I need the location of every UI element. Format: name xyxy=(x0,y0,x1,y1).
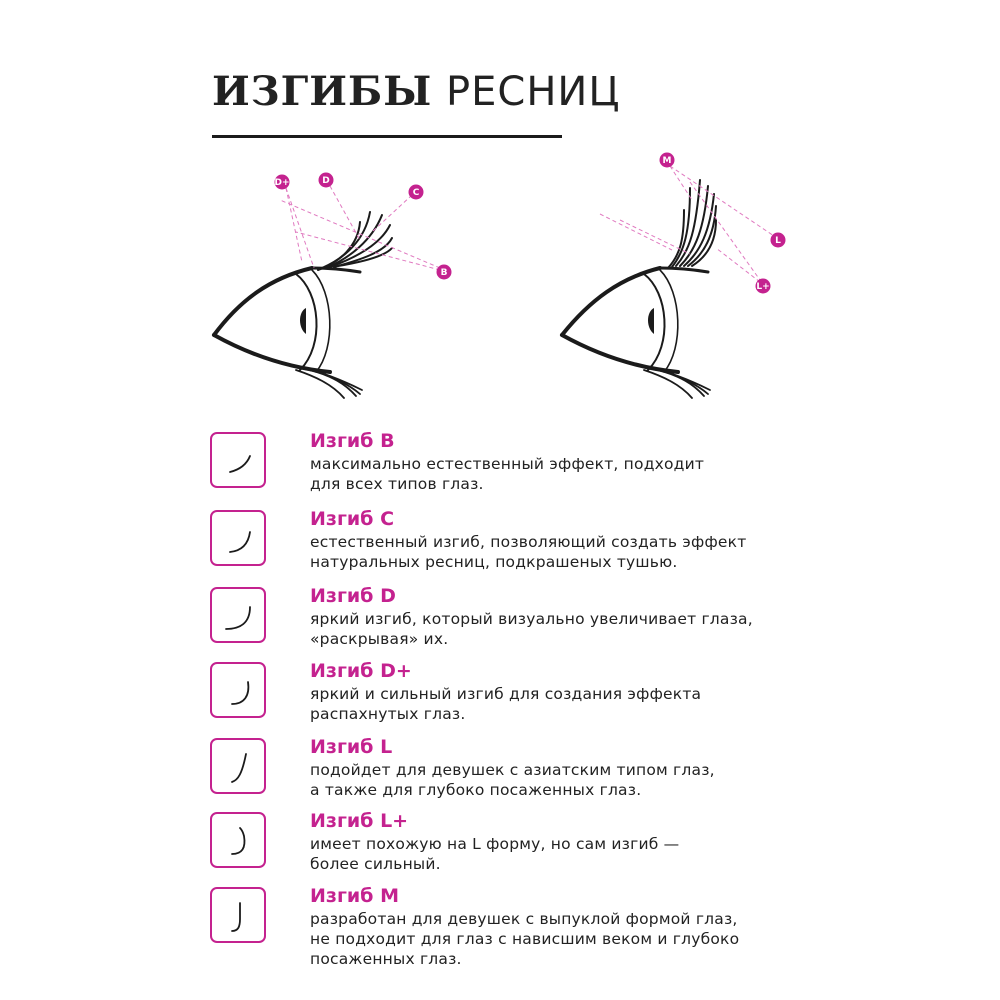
curve-name: Изгиб L xyxy=(310,736,393,758)
curve-description: естественный изгиб, позволяющий создать эффект натуральных ресниц, подкрашеных тушью. xyxy=(310,533,747,571)
svg-text:L+: L+ xyxy=(756,282,770,292)
left-eye-illustration xyxy=(214,212,392,398)
svg-text:D+: D+ xyxy=(274,178,290,188)
curve-name: Изгиб D+ xyxy=(310,660,412,682)
curve-d-plus-icon xyxy=(210,662,266,718)
curve-l-icon xyxy=(210,738,266,794)
curve-description: подойдет для девушек с азиатским типом глаз, а также для глубоко посаженных глаз. xyxy=(310,761,715,799)
curve-description: яркий изгиб, который визуально увеличивает глаза, «раскрывая» их. xyxy=(310,610,753,648)
title-light: РЕСНИЦ xyxy=(446,69,621,115)
curve-item-d xyxy=(210,585,830,649)
marker-d-plus xyxy=(274,175,289,190)
curve-name: Изгиб L+ xyxy=(310,810,409,832)
curve-item-l xyxy=(210,736,830,800)
marker-m xyxy=(660,153,675,168)
svg-text:L: L xyxy=(775,236,781,246)
curve-c-icon xyxy=(210,510,266,566)
marker-b xyxy=(437,265,452,280)
curve-d-icon xyxy=(210,587,266,643)
curve-m-icon xyxy=(210,887,266,943)
curve-b-icon xyxy=(210,432,266,488)
curve-item-b xyxy=(210,430,830,494)
marker-d xyxy=(319,173,334,188)
curve-description: разработан для девушек с выпуклой формой глаз, не подходит для глаз с нависшим веком и глубоко посаженных глаз. xyxy=(310,910,740,968)
eye-diagrams xyxy=(0,0,1000,420)
curve-name: Изгиб C xyxy=(310,508,395,530)
right-markers xyxy=(660,153,786,294)
curve-description: яркий и сильный изгиб для создания эффекта распахнутых глаз. xyxy=(310,685,702,723)
svg-text:M: M xyxy=(662,156,672,166)
marker-l-plus xyxy=(756,279,771,294)
svg-text:C: C xyxy=(412,188,420,198)
left-markers xyxy=(274,173,451,280)
title-bold: ИЗГИБЫ xyxy=(212,68,433,115)
curve-item-l-plus xyxy=(210,810,830,874)
curve-item-m xyxy=(210,885,830,968)
curve-description: имеет похожую на L форму, но сам изгиб — более сильный. xyxy=(310,835,680,873)
curve-name: Изгиб B xyxy=(310,430,395,452)
marker-c xyxy=(409,185,424,200)
curve-name: Изгиб M xyxy=(310,885,399,907)
right-eye-illustration xyxy=(562,180,716,398)
curve-description: максимально естественный эффект, подходит для всех типов глаз. xyxy=(310,455,705,493)
curve-l-plus-icon xyxy=(210,812,266,868)
curve-item-c xyxy=(210,508,830,572)
curve-item-d-plus xyxy=(210,660,830,724)
marker-l xyxy=(771,233,786,248)
svg-text:D: D xyxy=(322,176,330,186)
curve-name: Изгиб D xyxy=(310,585,396,607)
svg-text:B: B xyxy=(440,268,448,278)
